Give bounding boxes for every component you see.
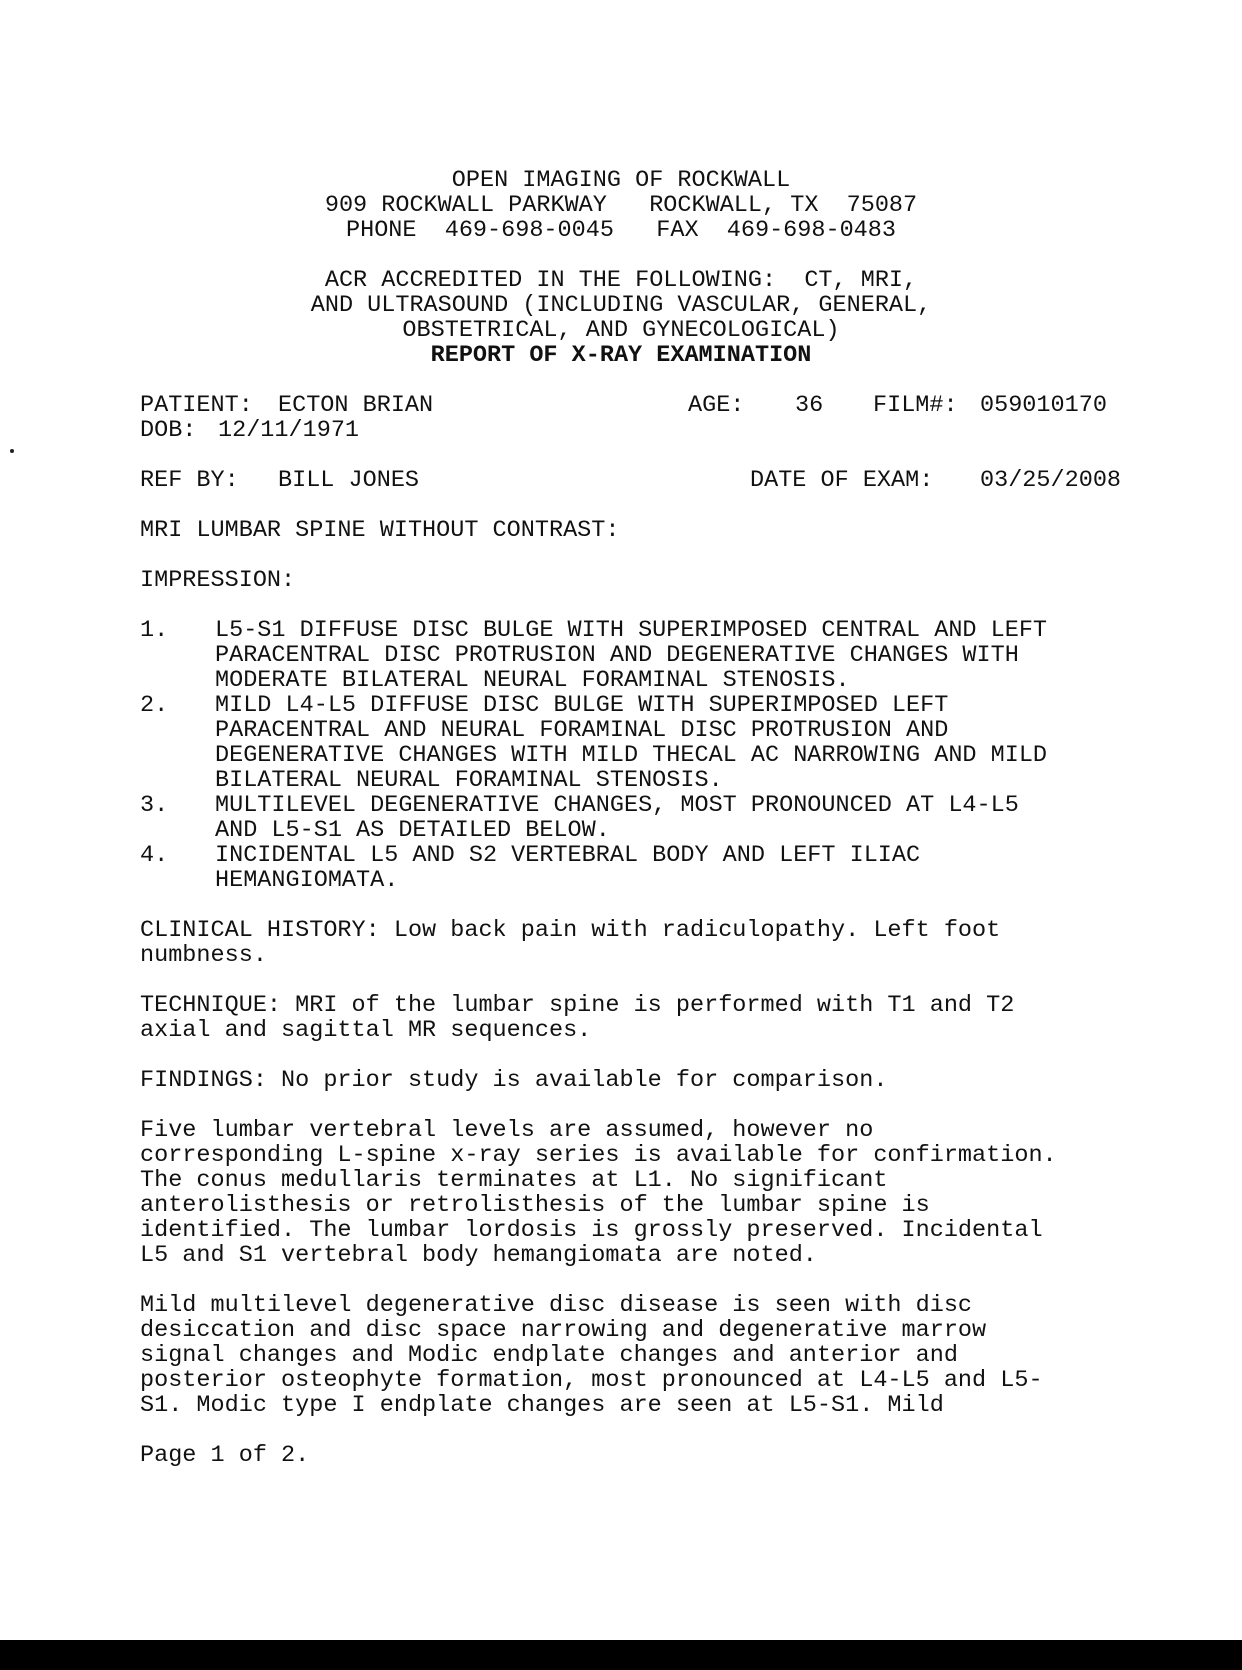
impression-line: PARACENTRAL AND NEURAL FORAMINAL DISC PROTRUSION AND	[215, 717, 949, 744]
age-value: 36	[795, 392, 824, 419]
paragraph-line: The conus medullaris terminates at L1. No significant	[140, 1167, 888, 1194]
technique-line: axial and sagittal MR sequences.	[140, 1017, 592, 1044]
clinical-history-line: numbness.	[140, 942, 267, 969]
impression-line: MULTILEVEL DEGENERATIVE CHANGES, MOST PRONOUNCED AT L4-L5	[215, 792, 1019, 819]
patient-name-label: PATIENT:	[140, 392, 253, 419]
report-title: REPORT OF X-RAY EXAMINATION	[430, 342, 812, 369]
scan-speck	[10, 449, 14, 453]
impression-line: INCIDENTAL L5 AND S2 VERTEBRAL BODY AND LEFT ILIAC	[215, 842, 921, 869]
ref-by-label: REF BY:	[140, 467, 239, 494]
exam-date-label: DATE OF EXAM:	[750, 467, 934, 494]
dob-label: DOB:	[140, 417, 197, 444]
accreditation-line-3: OBSTETRICAL, AND GYNECOLOGICAL)	[402, 317, 840, 344]
paragraph-line: identified. The lumbar lordosis is grossly preserved. Incidental	[140, 1217, 1043, 1244]
paragraph-line: L5 and S1 vertebral body hemangiomata are noted.	[140, 1242, 817, 1269]
patient-name: ECTON BRIAN	[278, 392, 434, 419]
paragraph-line: desiccation and disc space narrowing and degenerative marrow	[140, 1317, 987, 1344]
impression-line: L5-S1 DIFFUSE DISC BULGE WITH SUPERIMPOSED CENTRAL AND LEFT	[215, 617, 1048, 644]
impression-label: IMPRESSION:	[140, 567, 296, 594]
paragraph-line: corresponding L-spine x-ray series is available for confirmation.	[140, 1142, 1057, 1169]
impression-number: 1.	[140, 617, 169, 644]
dob-value: 12/11/1971	[218, 417, 360, 444]
impression-line: AND L5-S1 AS DETAILED BELOW.	[215, 817, 610, 844]
technique-line: TECHNIQUE: MRI of the lumbar spine is performed with T1 and T2	[140, 992, 1015, 1019]
impression-number: 3.	[140, 792, 169, 819]
paragraph-line: Mild multilevel degenerative disc disease is seen with disc	[140, 1292, 973, 1319]
impression-number: 4.	[140, 842, 169, 869]
ref-by-value: BILL JONES	[278, 467, 420, 494]
facility-address: 909 ROCKWALL PARKWAY ROCKWALL, TX 75087	[324, 192, 918, 219]
film-number: 059010170	[980, 392, 1107, 419]
page-number: Page 1 of 2.	[140, 1442, 310, 1469]
impression-line: HEMANGIOMATA.	[215, 867, 399, 894]
impression-line: PARACENTRAL DISC PROTRUSION AND DEGENERATIVE CHANGES WITH	[215, 642, 1019, 669]
scan-edge-bar	[0, 1640, 1242, 1670]
paragraph-line: posterior osteophyte formation, most pronounced at L4-L5 and L5-	[140, 1367, 1043, 1394]
exam-date-value: 03/25/2008	[980, 467, 1122, 494]
impression-line: BILATERAL NEURAL FORAMINAL STENOSIS.	[215, 767, 723, 794]
accreditation-line-1: ACR ACCREDITED IN THE FOLLOWING: CT, MRI,	[324, 267, 918, 294]
clinical-history-line: CLINICAL HISTORY: Low back pain with radiculopathy. Left foot	[140, 917, 1001, 944]
findings-line: FINDINGS: No prior study is available for comparison.	[140, 1067, 888, 1094]
impression-line: MILD L4-L5 DIFFUSE DISC BULGE WITH SUPERIMPOSED LEFT	[215, 692, 949, 719]
paragraph-line: anterolisthesis or retrolisthesis of the lumbar spine is	[140, 1192, 930, 1219]
paragraph-line: signal changes and Modic endplate changes and anterior and	[140, 1342, 958, 1369]
accreditation-line-2: AND ULTRASOUND (INCLUDING VASCULAR, GENERAL,	[310, 292, 932, 319]
paragraph-line: Five lumbar vertebral levels are assumed, however no	[140, 1117, 874, 1144]
impression-line: MODERATE BILATERAL NEURAL FORAMINAL STENOSIS.	[215, 667, 850, 694]
age-label: AGE:	[688, 392, 745, 419]
facility-phone-fax: PHONE 469-698-0045 FAX 469-698-0483	[346, 217, 896, 244]
film-label: FILM#:	[873, 392, 958, 419]
facility-name: OPEN IMAGING OF ROCKWALL	[451, 167, 791, 194]
exam-title: MRI LUMBAR SPINE WITHOUT CONTRAST:	[140, 517, 620, 544]
impression-line: DEGENERATIVE CHANGES WITH MILD THECAL AC NARROWING AND MILD	[215, 742, 1048, 769]
impression-number: 2.	[140, 692, 169, 719]
paragraph-line: S1. Modic type I endplate changes are seen at L5-S1. Mild	[140, 1392, 944, 1419]
